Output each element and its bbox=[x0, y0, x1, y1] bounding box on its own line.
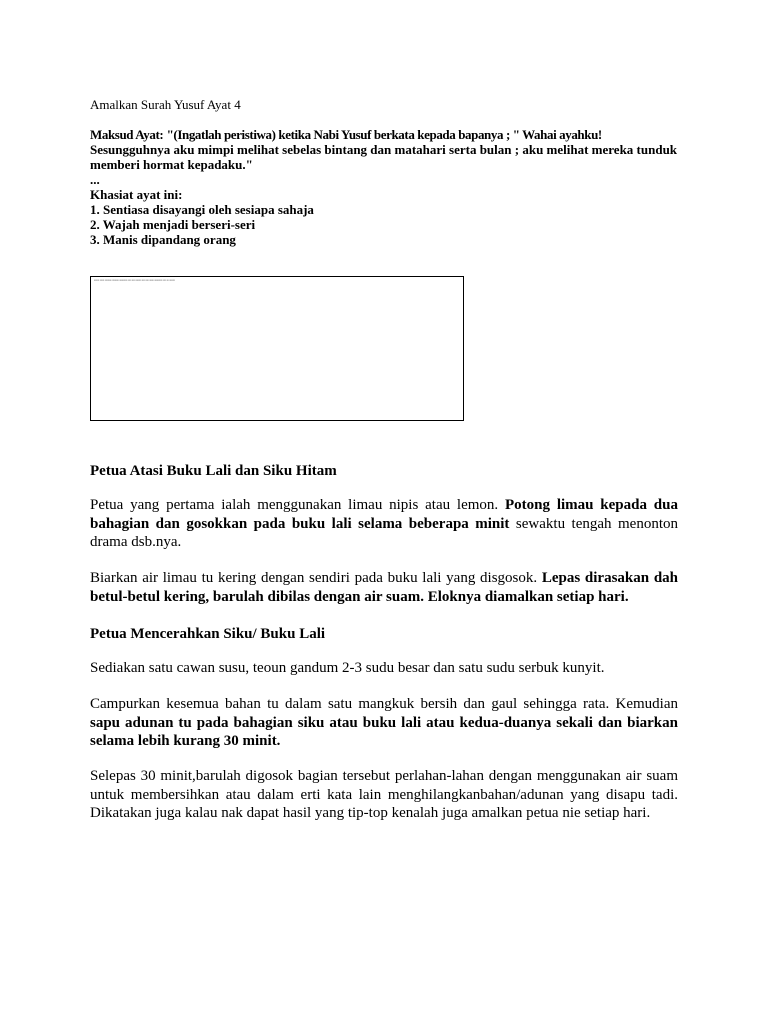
s1p2-text-bold: Lepas dirasakan dah betul-betul kering, barulah dibilas dengan air suam. Eloknya diamalkan setiap hari. bbox=[90, 570, 678, 605]
s1p2-text-a: Biarkan air limau tu kering dengan sendiri pada buku lali yang disgosok. bbox=[90, 570, 542, 586]
section-1-heading: Petua Atasi Buku Lali dan Siku Hitam bbox=[90, 463, 337, 479]
verse-meaning-line3: memberi hormat kepadaku." bbox=[90, 157, 253, 172]
benefit-item-3: 3. Manis dipandang orang bbox=[90, 232, 236, 247]
section-2-heading: Petua Mencerahkan Siku/ Buku Lali bbox=[90, 626, 326, 642]
section-1-paragraph-1 bbox=[90, 496, 678, 552]
verse-meaning-text: "(Ingatlah peristiwa) ketika Nabi Yusuf berkata kepada bapanya ; " Wahai ayahku! bbox=[166, 127, 602, 142]
verse-meaning-label: Maksud Ayat: bbox=[90, 127, 164, 142]
benefits-heading: Khasiat ayat ini: bbox=[90, 187, 183, 202]
s2p1-text: Sediakan satu cawan susu, teoun gandum 2-3 sudu besar dan satu sudu serbuk kunyit. bbox=[90, 660, 605, 676]
benefit-item-2: 2. Wajah menjadi berseri-seri bbox=[90, 217, 256, 232]
verse-meaning-lead bbox=[90, 127, 678, 142]
section-2 bbox=[90, 624, 678, 644]
embedded-text-box bbox=[90, 276, 464, 421]
s2p2-text-bold: sapu adunan tu pada bahagian siku atau buku lali atau kedua-duanya sekali dan biarkan selama lebih kurang 30 minit. bbox=[90, 714, 678, 749]
s1p1-text-bold: Potong limau kepada dua bahagian dan gosokkan pada buku lali selama beberapa minit bbox=[90, 497, 678, 532]
benefit-item-1: 1. Sentiasa disayangi oleh sesiapa sahaja bbox=[90, 202, 314, 217]
document-title: Amalkan Surah Yusuf Ayat 4 bbox=[90, 97, 241, 112]
tiny-box-text: ▪▪▪▪▪ ▪▪▪▪ ▪▪▪▪▪▪ ▪▪▪▪▪▪ ▪▪▪▪▪▪▪ ▪▪▪ ▪▪▪ ▪▪▪▪▪ ▪▪▪ ▪▪▪ ▪▪▪▪ ▪▪▪▪▪▪▪ ▪▪▪ ▪▪ ▪▪▪▪▪ bbox=[94, 278, 175, 282]
s1p1-text-a: Petua yang pertama ialah menggunakan limau nipis atau lemon. bbox=[90, 497, 505, 513]
verse-meaning-block bbox=[90, 127, 678, 247]
section-2-paragraph-3 bbox=[90, 767, 678, 823]
verse-meaning-line2: Sesungguhnya aku mimpi melihat sebelas bintang dan matahari serta bulan ; aku melihat mereka tunduk bbox=[90, 142, 678, 157]
section-1-paragraph-2 bbox=[90, 569, 678, 606]
s2p3-text: Selepas 30 minit,barulah digosok bagian tersebut perlahan-lahan dengan menggunakan air suam untuk membersihkan atau dalam erti kata lain menghilangkanbahan/adunan yang disapu tadi. Dikatakan juga kalau nak dapat hasil yang tip-top kenalah juga amalkan petua nie setiap hari. bbox=[90, 768, 678, 821]
ellipsis: ... bbox=[90, 172, 100, 187]
s2p2-text-a: Campurkan kesemua bahan tu dalam satu mangkuk bersih dan gaul sehingga rata. Kemudian bbox=[90, 696, 678, 712]
s1p1-text-c: sewaktu tengah menonton drama dsb.nya. bbox=[90, 515, 678, 550]
section-2-paragraph-1 bbox=[90, 659, 678, 678]
section-1 bbox=[90, 461, 678, 481]
section-2-paragraph-2 bbox=[90, 695, 678, 751]
